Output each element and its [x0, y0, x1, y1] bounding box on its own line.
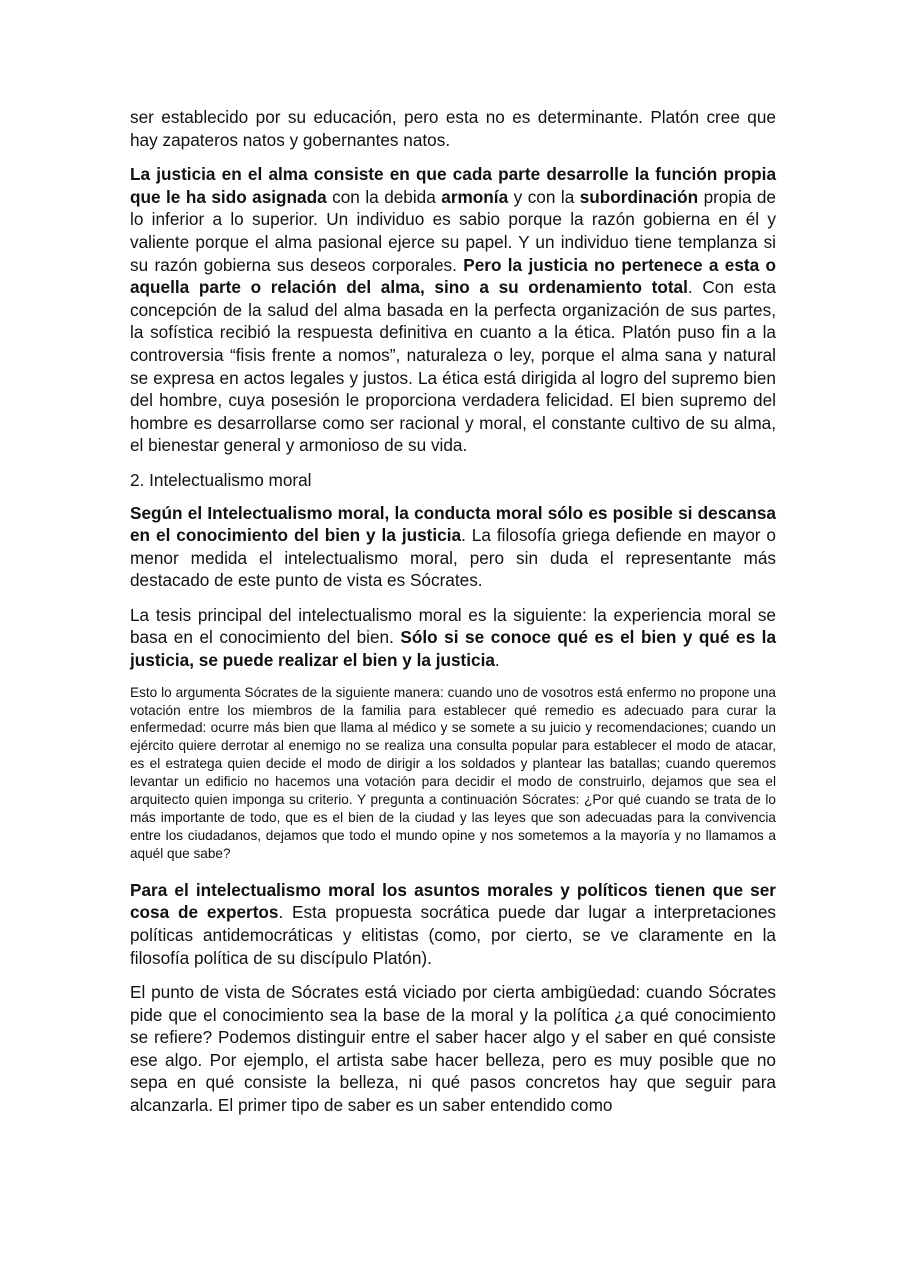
bold-text: Para el intelectualismo moral los asuntos morales y políticos tienen que ser cosa de expertos — [130, 879, 776, 923]
bold-text: subordinación — [579, 186, 699, 207]
paragraph-experts: Para el intelectualismo moral los asuntos morales y políticos tienen que ser cosa de expertos. Esta propuesta socrática puede dar lugar a interpretaciones políticas antidemocráticas y elitistas (como, por cierto, se ve claramente en la filosofía política de su discípulo Platón). — [130, 879, 776, 968]
bold-text: Pero la justicia no pertenece a esta o aquella parte o relación del alma, sino a su ordenamiento total — [130, 254, 776, 298]
paragraph-main-thesis: La tesis principal del intelectualismo moral es la siguiente: la experiencia moral se basa en el conocimiento del bien. Sólo si se conoce qué es el bien y qué es la justicia, se puede realizar el bien y la justicia. — [130, 604, 776, 671]
heading-text: 2. Intelectualismo moral — [130, 469, 312, 490]
paragraph-justice-soul: La justicia en el alma consiste en que cada parte desarrolle la función propia que le ha sido asignada con la debida armonía y con la subordinación propia de lo inferior a lo superior. Un individuo es sabio porque la razón gobierna en él y valiente porque el alma pasional ejerce su papel. Y un individuo tiene templanza si su razón gobierna sus deseos corporales. Pero la justicia no pertenece a esta o aquella parte o relación del alma, sino a su ordenamiento total. Con esta concepción de la salud del alma basada en la perfecta organización de sus partes, la sofística recibió la respuesta definitiva en cuanto a la ética. Platón puso fin a la controversia “fisis frente a nomos”, naturaleza o ley, porque el alma sana y natural se expresa en actos legales y justos. La ética está dirigida al logro del supremo bien del hombre, cuya posesión le proporciona verdadera felicidad. El bien supremo del hombre es desarrollarse como ser racional y moral, el constante cultivo de su alma, el bienestar general y armonioso de su vida. — [130, 164, 776, 456]
paragraph-intellectualism-definition: Según el Intelectualismo moral, la conducta moral sólo es posible si descansa en el conocimiento del bien y la justicia. La filosofía griega defiende en mayor o menor medida el intelectualismo moral, pero sin duda el representante más destacado de este punto de vista es Sócrates. — [130, 502, 776, 591]
bold-text: Sólo si se conoce qué es el bien y qué es la justicia, se puede realizar el bien y la justicia — [130, 627, 776, 671]
bold-text: armonía — [441, 186, 509, 207]
paragraph-ambiguity: El punto de vista de Sócrates está viciado por cierta ambigüedad: cuando Sócrates pide que el conocimiento sea la base de la moral y la política ¿a qué conocimiento se refiere? Podemos distinguir entre el saber hacer algo y el saber en qué consiste ese algo. Por ejemplo, el artista sabe hacer belleza, pero es muy posible que no sepa en qué consiste la belleza, ni qué pasos concretos hay que seguir para alcanzarla. El primer tipo de saber es un saber entendido como — [130, 982, 776, 1116]
section-heading — [130, 469, 776, 492]
bold-text: La justicia en el alma consiste en que cada parte desarrolle la función propia que le ha sido asignada — [130, 164, 776, 207]
bold-text: Según el Intelectualismo moral, la conducta moral sólo es posible si descansa en el conocimiento del bien y la justicia — [130, 502, 776, 546]
paragraph-1: ser establecido por su educación, pero esta no es determinante. Platón cree que hay zapateros natos y gobernantes natos. — [130, 107, 776, 150]
paragraph-socrates-argument: Esto lo argumenta Sócrates de la siguiente manera: cuando uno de vosotros está enfermo no propone una votación entre los miembros de la familia para establecer qué remedio es adecuado para curar la enfermedad: ocurre más bien que llama al médico y se somete a su juicio y recomendaciones; cuando un ejército quiere derrotar al enemigo no se realiza una consulta popular para establecer el modo de atacar, es el estratega quien decide el modo de dirigir a los soldados y plantear las batallas; cuando queremos levantar un edificio no hacemos una votación para decidir el modo de construirlo, dejamos que sea el arquitecto quien imponga su criterio. Y pregunta a continuación Sócrates: ¿Por qué cuando se trata de lo más importante de todo, que es el bien de la ciudad y las leyes que son adecuadas para la convivencia entre los ciudadanos, dejamos que todo el mundo opine y nos sometemos a la mayoría y no llamamos a aquél que sabe? — [130, 684, 776, 861]
